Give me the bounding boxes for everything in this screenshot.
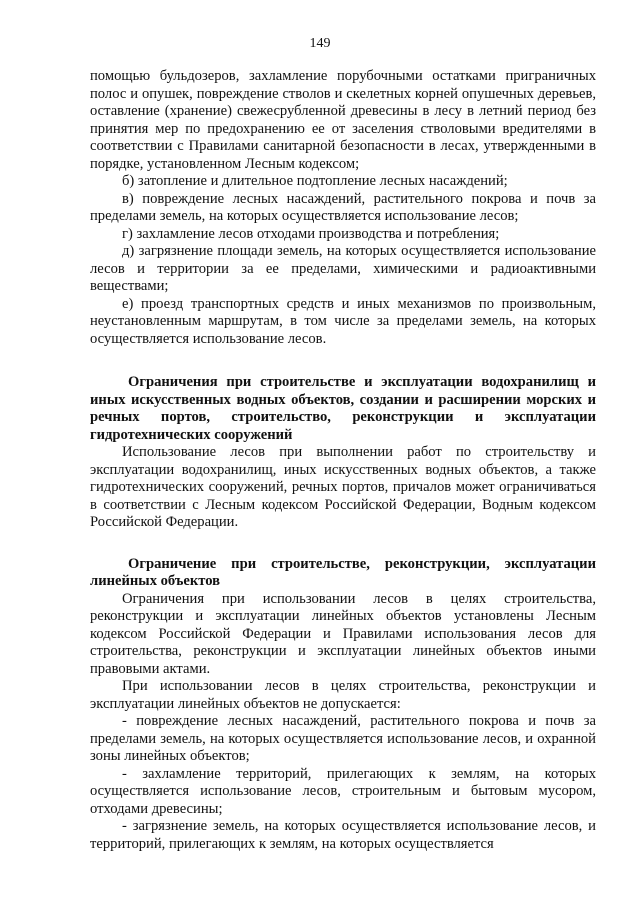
- section-spacer: [90, 532, 596, 556]
- paragraph: Ограничения при использовании лесов в целях строительства, реконструкции и эксплуатации линейных объектов установлены Лесным кодексом Российской Федерации и Правилами использования лесов для строительства, реконструкции и эксплуатации линейных объектов иными правовыми актами.: [90, 590, 596, 677]
- section-heading: Ограничения при строительстве и эксплуатации водохранилищ и иных искусственных водных объектов, создании и расширении морских и речных портов, строительство, реконструкции и эксплуатации гидротехнических сооружений: [90, 374, 596, 443]
- list-item: - загрязнение земель, на которых осуществляется использование лесов, и территорий, прилегающих к землям, на которых осуществляется: [90, 818, 596, 852]
- paragraph: При использовании лесов в целях строительства, реконструкции и эксплуатации линейных объектов не допускается:: [90, 678, 596, 712]
- section-heading: Ограничение при строительстве, реконструкции, эксплуатации линейных объектов: [90, 555, 596, 589]
- section-spacer: [90, 348, 596, 374]
- list-item: г) захламление лесов отходами производства и потребления;: [122, 225, 500, 242]
- document-body: [90, 68, 596, 853]
- paragraph: помощью бульдозеров, захламление порубочными остатками приграничных полос и опушек, повреждение стволов и скелетных корней опушечных деревьев, оставление (хранение) свежесрубленной древесины в лесу в летний период без принятия мер по предохранению ее от заселения стволовыми вредителями в соответствии с Правилами санитарной безопасности в лесах, утвержденными в порядке, установленном Лесным кодексом;: [90, 68, 596, 172]
- list-item: д) загрязнение площади земель, на которых осуществляется использование лесов и территории за ее пределами, химическими и радиоактивными веществами;: [90, 243, 596, 294]
- list-item: - захламление территорий, прилегающих к землям, на которых осуществляется использование лесов, строительным и бытовым мусором, отходами древесины;: [90, 765, 596, 817]
- page-number: 149: [309, 36, 331, 51]
- paragraph: Использование лесов при выполнении работ по строительству и эксплуатации водохранилищ, иных искусственных водных объектов, а также гидротехнических сооружений, речных портов, причалов может ограничиваться в соответствии с Лесным кодексом Российской Федерации, Водным кодексом Российской Федерации.: [90, 444, 596, 530]
- list-item: - повреждение лесных насаждений, растительного покрова и почв за пределами земель, на которых осуществляется использование лесов, и охранной зоны линейных объектов;: [90, 713, 596, 764]
- list-item: в) повреждение лесных насаждений, растительного покрова и почв за пределами земель, на которых осуществляется использование лесов;: [90, 190, 596, 224]
- list-item: б) затопление и длительное подтопление лесных насаждений;: [122, 173, 508, 189]
- list-item: е) проезд транспортных средств и иных механизмов по произвольным, неустановленным маршрутам, в том числе за пределами земель, на которых осуществляется использование лесов.: [90, 295, 596, 347]
